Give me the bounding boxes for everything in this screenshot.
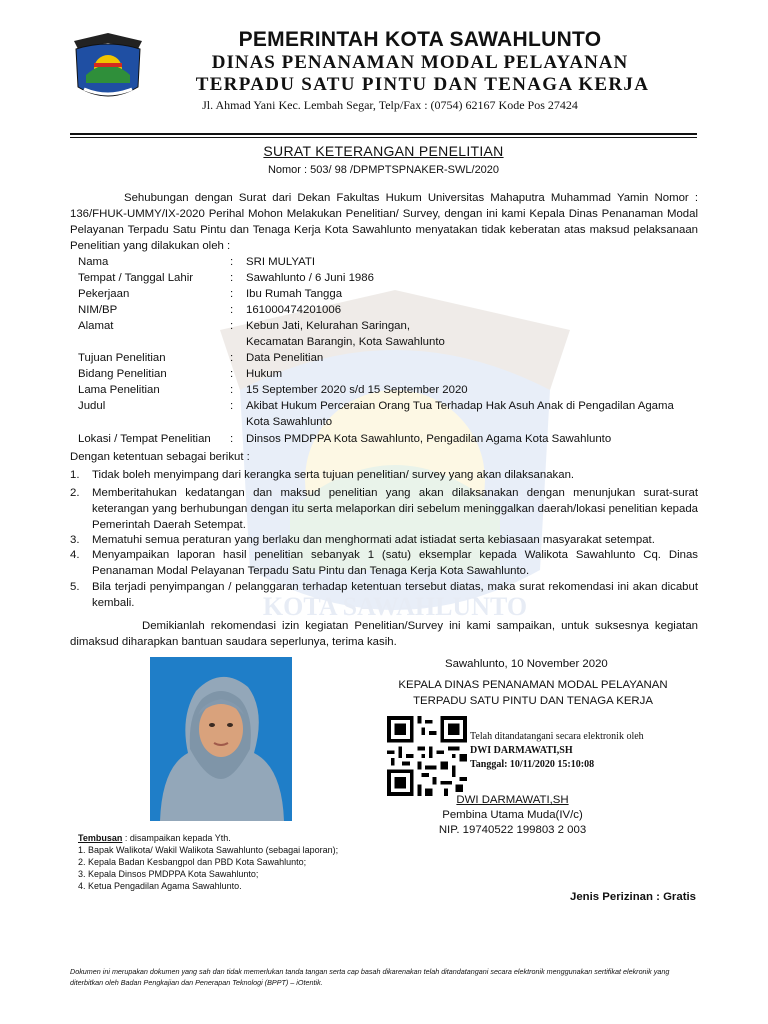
field-row (78, 431, 698, 447)
field-label: Lama Penelitian (78, 384, 160, 396)
field-value-line: Kecamatan Barangin, Kota Sawahlunto (246, 336, 445, 348)
header-government: PEMERINTAH KOTA SAWAHLUNTO (238, 28, 602, 51)
field-colon: : (230, 368, 234, 380)
field-value: SRI MULYATI (246, 256, 315, 268)
place-date: Sawahlunto, 10 November 2020 (445, 658, 608, 670)
condition-number: 4. (70, 549, 80, 561)
permit-type: Jenis Perizinan : Gratis (570, 891, 696, 903)
field-colon: : (230, 304, 234, 316)
carbon-copy (78, 832, 338, 892)
document-title: SURAT KETERANGAN PENELITIAN (263, 143, 504, 159)
signer-name: DWI DARMAWATI,SH (456, 794, 569, 806)
field-value (246, 398, 698, 430)
field-value-line: Kota Sawahlunto (246, 416, 333, 428)
field-value: 15 September 2020 s/d 15 September 2020 (246, 384, 468, 396)
field-row (78, 398, 698, 430)
condition-item (70, 532, 698, 548)
field-value: 161000474201006 (246, 304, 342, 316)
field-row (78, 366, 698, 382)
field-colon: : (230, 400, 234, 412)
condition-text: Memberitahukan kedatangan dan maksud penelitian yang akan dilaksanakan dengan menunjukan surat-surat keterangan yang berhubungan dengan itu serta melaporkan diri sebelum meninggalkan daerah/lokasi penelitian kepada Pemerintah Daerah Setempat. (92, 487, 698, 531)
field-label: Nama (78, 256, 109, 268)
field-value: Hukum (246, 368, 283, 380)
header-address: Jl. Ahmad Yani Kec. Lembah Segar, Telp/Fax : (0754) 62167 Kode Pos 27424 (202, 98, 578, 112)
signatory-office (380, 677, 686, 709)
field-row (78, 286, 698, 302)
field-row (78, 382, 698, 398)
condition-number: 3. (70, 534, 80, 546)
condition-text: Tidak boleh menyimpang dari kerangka serta tujuan penelitian/ survey yang akan dilaksanakan. (92, 469, 575, 481)
signer-block (420, 793, 605, 838)
office-line: KEPALA DINAS PENANAMAN MODAL PELAYANAN (398, 679, 668, 691)
field-colon: : (230, 256, 234, 268)
field-value: Sawahlunto / 6 Juni 1986 (246, 272, 374, 284)
field-colon: : (230, 320, 234, 332)
conditions-heading: Dengan ketentuan sebagai berikut : (70, 451, 250, 463)
condition-item (70, 547, 698, 579)
condition-number: 1. (70, 469, 80, 481)
document-number: Nomor : 503/ 98 /DPMPTSPNAKER-SWL/2020 (267, 164, 500, 176)
carbon-copy-item: 2. Kepala Badan Kesbangpol dan PBD Kota Sawahlunto; (78, 857, 307, 867)
header-rule-thin (70, 137, 697, 138)
condition-text: Mematuhi semua peraturan yang berlaku dan menghormati adat istiadat serta kebiasaan masyarakat setempat. (92, 534, 655, 546)
qr-code (387, 716, 467, 796)
field-label: Tempat / Tanggal Lahir (78, 272, 194, 284)
esign-line: DWI DARMAWATI,SH (470, 745, 573, 756)
signer-rank: Pembina Utama Muda(IV/c) (442, 809, 583, 821)
city-logo (70, 33, 146, 105)
field-colon: : (230, 288, 234, 300)
condition-item (70, 579, 698, 611)
carbon-copy-suffix: : disampaikan kepada Yth. (122, 833, 231, 843)
field-value: Dinsos PMDPPA Kota Sawahlunto, Pengadilan Agama Kota Sawahlunto (246, 433, 612, 445)
field-value (246, 318, 698, 350)
header-department: DINAS PENANAMAN MODAL PELAYANAN (211, 52, 629, 73)
esign-line: Tanggal: 10/11/2020 15:10:08 (470, 759, 595, 770)
field-value-line: Akibat Hukum Perceraian Orang Tua Terhadap Hak Asuh Anak di Pengadilan Agama (246, 400, 674, 412)
field-label: Pekerjaan (78, 288, 130, 300)
applicant-photo (150, 657, 292, 821)
carbon-copy-item: 3. Kepala Dinsos PMDPPA Kota Sawahlunto; (78, 869, 259, 879)
field-label: Alamat (78, 320, 114, 332)
condition-text: Menyampaikan laporan hasil penelitian sebanyak 1 (satu) eksemplar kepada Walikota Sawahlunto Cq. Dinas Penanaman Modal Pelayanan Terpadu Satu Pintu dan Tenaga Kerja Kota Sawahlunto. (92, 549, 698, 577)
field-label: Bidang Penelitian (78, 368, 167, 380)
field-row (78, 318, 698, 350)
field-label: NIM/BP (78, 304, 118, 316)
carbon-copy-item: 4. Ketua Pengadilan Agama Sawahlunto. (78, 881, 242, 891)
field-value-line: Kebun Jati, Kelurahan Saringan, (246, 320, 411, 332)
field-value: Data Penelitian (246, 352, 324, 364)
condition-number: 2. (70, 487, 80, 499)
watermark-text: KOTA SAWAHLUNTO (262, 592, 528, 621)
header-rule (70, 133, 697, 135)
field-colon: : (230, 433, 234, 445)
closing-paragraph: Demikianlah rekomendasi izin kegiatan Penelitian/Survey ini kami sampaikan, untuk suksesnya kegiatan dimaksud diharapkan bantuan saudara seperlunya, terima kasih. (70, 620, 698, 648)
field-row (78, 302, 698, 318)
field-row (78, 270, 698, 286)
field-colon: : (230, 384, 234, 396)
field-label: Tujuan Penelitian (78, 352, 166, 364)
field-colon: : (230, 272, 234, 284)
condition-item (70, 485, 698, 533)
field-label: Lokasi / Tempat Penelitian (78, 433, 211, 445)
electronic-signature-note (470, 730, 644, 772)
condition-item (70, 467, 698, 483)
condition-text: Bila terjadi penyimpangan / pelanggaran terhadap ketentuan tersebut diatas, maka surat rekomendasi ini akan dicabut kembali. (92, 581, 698, 609)
carbon-copy-label: Tembusan (78, 833, 123, 843)
header-department-2: TERPADU SATU PINTU DAN TENAGA KERJA (195, 74, 650, 95)
field-row (78, 254, 698, 270)
office-line: TERPADU SATU PINTU DAN TENAGA KERJA (413, 695, 653, 707)
intro-paragraph: Sehubungan dengan Surat dari Dekan Fakultas Hukum Universitas Mahaputra Muhammad Yamin Nomor : 136/FHUK-UMMY/IX-2020 Perihal Mohon Melakukan Penelitian/ Survey, dengan ini kami Kepala Dinas Penanaman Modal Pelayanan Terpadu Satu Pintu dan Tenaga Kerja Kota Sawahlunto menyatakan tidak keberatan atas maksud pelaksanaan Penelitian yang dilakukan oleh : (70, 192, 698, 252)
footer-disclaimer: Dokumen ini merupakan dokumen yang sah dan tidak memerlukan tanda tangan serta cap basah dikarenakan telah ditandatangani secara elektronik menggunakan sertifikat elekronik yang diterbitkan oleh Badan Pengkajian dan Penerapan Teknologi (BPPT) – iOtentik. (70, 967, 670, 987)
carbon-copy-item: 1. Bapak Walikota/ Wakil Walikota Sawahlunto (sebagai laporan); (78, 845, 339, 855)
condition-number: 5. (70, 581, 80, 593)
field-label: Judul (78, 400, 106, 412)
field-value: Ibu Rumah Tangga (246, 288, 343, 300)
signer-nip: NIP. 19740522 199803 2 003 (438, 824, 587, 836)
esign-line: Telah ditandatangani secara elektronik oleh (470, 731, 644, 742)
field-colon: : (230, 352, 234, 364)
field-row (78, 350, 698, 366)
